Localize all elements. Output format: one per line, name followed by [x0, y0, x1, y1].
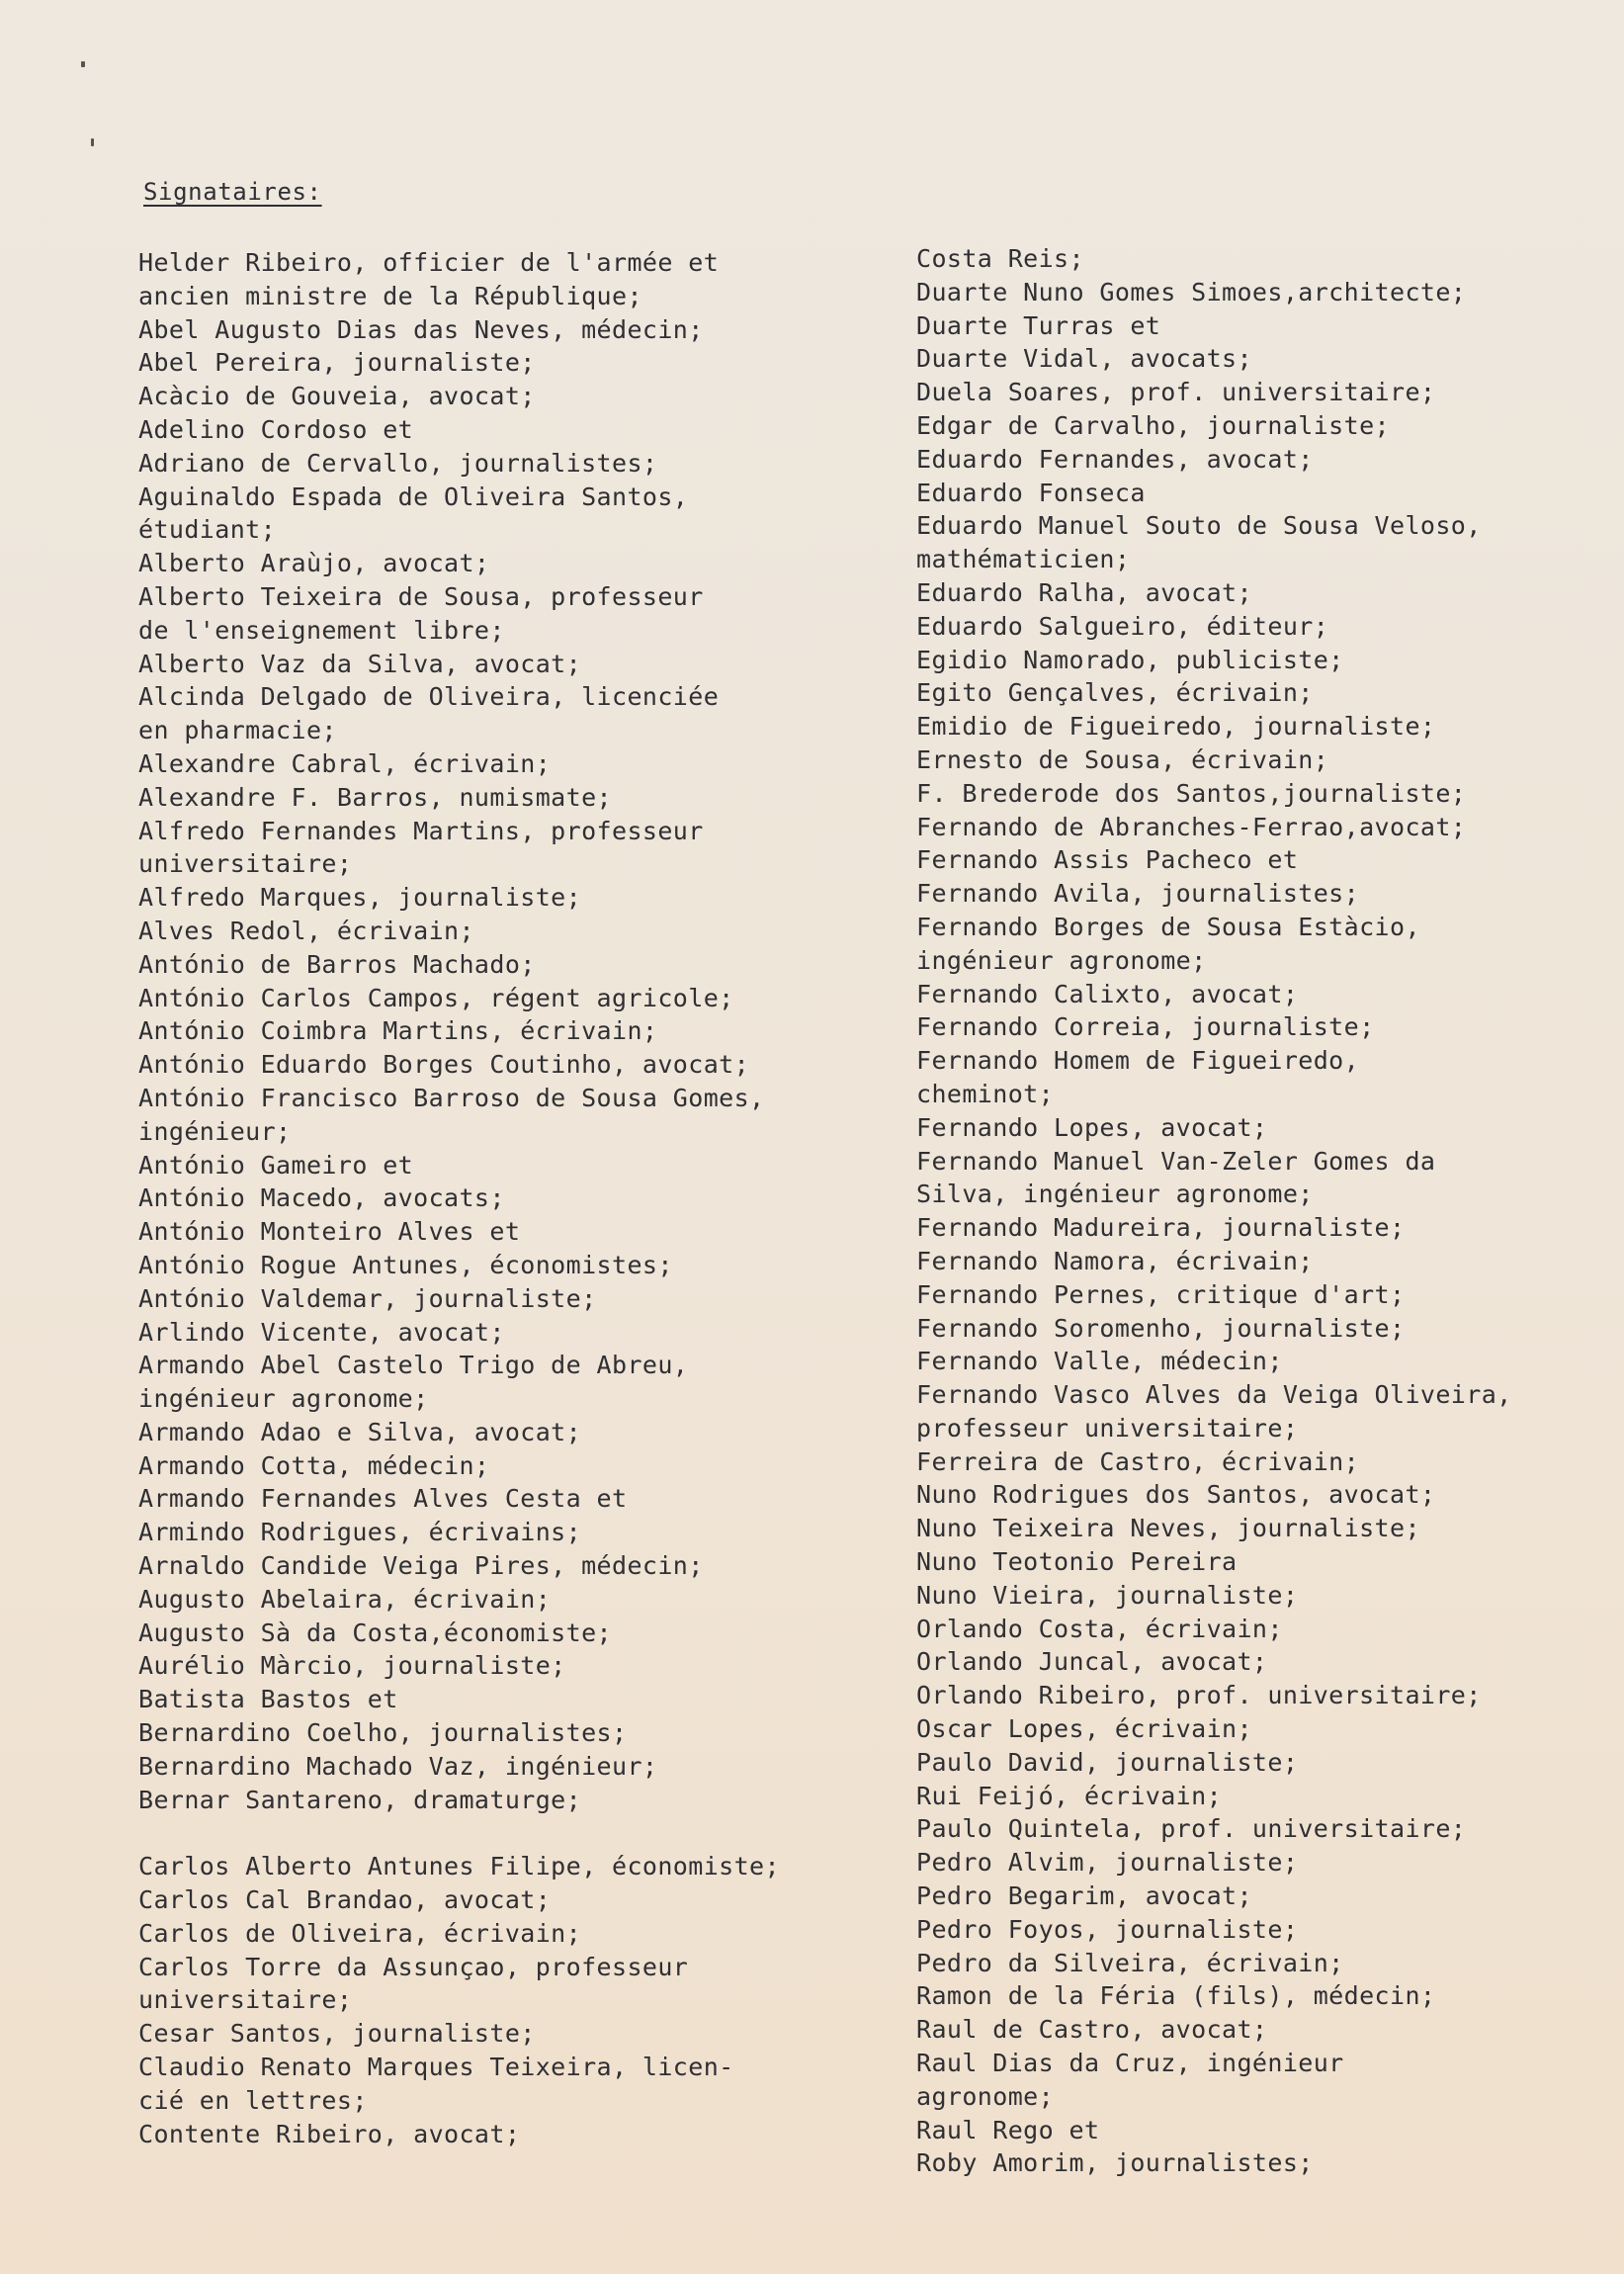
signatory-line: Bernardino Coelho, journalistes;: [138, 1718, 628, 1748]
signatory-line: António Carlos Campos, régent agricole;: [138, 983, 734, 1012]
signatory-line: Duarte Nuno Gomes Simoes,architecte;: [916, 277, 1467, 306]
signatory-line: Nuno Rodrigues dos Santos, avocat;: [916, 1480, 1436, 1510]
signatory-line: Duarte Turras et: [916, 310, 1161, 340]
signatory-line: ingénieur;: [138, 1116, 292, 1146]
signatory-line: Egito Gençalves, écrivain;: [916, 678, 1314, 708]
signatory-line: António Rogue Antunes, économistes;: [138, 1250, 673, 1279]
signatory-line: professeur universitaire;: [916, 1413, 1299, 1443]
signatory-line: Egidio Namorado, publiciste;: [916, 645, 1344, 674]
signatory-line: Contente Ribeiro, avocat;: [138, 2119, 521, 2148]
signatory-line: Claudio Renato Marques Teixeira, licen-: [138, 2053, 734, 2082]
signatory-line: Fernando Namora, écrivain;: [916, 1246, 1314, 1275]
signatory-line: étudiant;: [138, 515, 277, 545]
signatory-line: Alfredo Fernandes Martins, professeur: [138, 816, 704, 845]
signatory-line: Raul de Castro, avocat;: [916, 2015, 1268, 2045]
signatory-line: Emidio de Figueiredo, journaliste;: [916, 712, 1436, 742]
signatory-line: en pharmacie;: [138, 716, 337, 745]
signatory-line: Nuno Teotonio Pereira: [916, 1547, 1238, 1577]
signatory-line: Ernesto de Sousa, écrivain;: [916, 744, 1329, 774]
signatory-line: [138, 1816, 899, 1850]
signatory-line: Armando Abel Castelo Trigo de Abreu,: [138, 1351, 689, 1380]
signatory-line: Fernando Calixto, avocat;: [916, 979, 1299, 1008]
signatory-line: Pedro Foyos, journaliste;: [916, 1914, 1299, 1944]
signatory-line: Pedro Alvim, journaliste;: [916, 1848, 1299, 1878]
signatories-right-column: [916, 242, 1608, 2180]
signatory-line: Carlos Cal Brandao, avocat;: [138, 1885, 552, 1915]
signatory-line: cié en lettres;: [138, 2085, 368, 2115]
signatory-line: Silva, ingénieur agronome;: [916, 1180, 1314, 1209]
signatory-line: Rui Feijó, écrivain;: [916, 1781, 1223, 1810]
signatory-line: Fernando Soromenho, journaliste;: [916, 1313, 1406, 1343]
signatory-line: Orlando Juncal, avocat;: [916, 1647, 1268, 1677]
signatory-line: António Monteiro Alves et: [138, 1217, 521, 1247]
signatory-line: Eduardo Fernandes, avocat;: [916, 444, 1314, 474]
signatory-line: António Valdemar, journaliste;: [138, 1283, 597, 1313]
signatory-line: Paulo Quintela, prof. universitaire;: [916, 1814, 1467, 1844]
signatory-line: António Eduardo Borges Coutinho, avocat;: [138, 1050, 750, 1080]
signatory-line: Fernando Pernes, critique d'art;: [916, 1279, 1406, 1309]
signatory-line: Batista Bastos et: [138, 1685, 398, 1714]
signatory-line: Fernando Correia, journaliste;: [916, 1012, 1375, 1042]
signatory-line: António Macedo, avocats;: [138, 1183, 505, 1213]
signatory-line: Eduardo Fonseca: [916, 478, 1146, 507]
signatory-line: Alberto Araùjo, avocat;: [138, 549, 490, 578]
signatory-line: cheminot;: [916, 1079, 1055, 1108]
signatory-line: Alfredo Marques, journaliste;: [138, 883, 582, 913]
signatory-line: Ramon de la Féria (fils), médecin;: [916, 1981, 1436, 2011]
paper-speck: [91, 138, 94, 146]
signatory-line: Carlos de Oliveira, écrivain;: [138, 1918, 582, 1948]
signatory-line: Adriano de Cervallo, journalistes;: [138, 448, 658, 478]
signatory-line: Fernando Assis Pacheco et: [916, 845, 1299, 875]
signatory-line: Fernando Vasco Alves da Veiga Oliveira,: [916, 1380, 1512, 1410]
signatory-line: António Francisco Barroso de Sousa Gomes,: [138, 1083, 765, 1112]
signatory-line: António de Barros Machado;: [138, 949, 536, 979]
signatory-line: Abel Pereira, journaliste;: [138, 348, 536, 378]
signatory-line: António Gameiro et: [138, 1150, 414, 1180]
signatory-line: F. Brederode dos Santos,journaliste;: [916, 778, 1467, 808]
signatory-line: Acàcio de Gouveia, avocat;: [138, 382, 536, 411]
signatory-line: ingénieur agronome;: [138, 1384, 429, 1414]
signatory-line: Nuno Teixeira Neves, journaliste;: [916, 1514, 1420, 1543]
signatory-line: Armando Cotta, médecin;: [138, 1450, 490, 1480]
signatory-line: Orlando Ribeiro, prof. universitaire;: [916, 1681, 1482, 1710]
signatory-line: Raul Rego et: [916, 2115, 1100, 2144]
signatory-line: Augusto Sà da Costa,économiste;: [138, 1618, 612, 1647]
signatory-line: Alexandre Cabral, écrivain;: [138, 748, 552, 778]
signatory-line: Armando Fernandes Alves Cesta et: [138, 1484, 628, 1514]
signatory-line: Cesar Santos, journaliste;: [138, 2019, 536, 2049]
signatory-line: Pedro da Silveira, écrivain;: [916, 1948, 1344, 1977]
signatory-line: Eduardo Manuel Souto de Sousa Veloso,: [916, 511, 1482, 541]
signatory-line: Aurélio Màrcio, journaliste;: [138, 1651, 566, 1681]
signatory-line: Eduardo Salgueiro, éditeur;: [916, 611, 1329, 641]
signatory-line: Alberto Vaz da Silva, avocat;: [138, 649, 582, 678]
signatory-line: ancien ministre de la République;: [138, 281, 642, 310]
signatory-line: Arnaldo Candide Veiga Pires, médecin;: [138, 1551, 704, 1581]
signatory-line: Duela Soares, prof. universitaire;: [916, 378, 1436, 407]
paper-speck: [81, 61, 85, 67]
signatory-line: Paulo David, journaliste;: [916, 1747, 1299, 1777]
signatory-line: Eduardo Ralha, avocat;: [916, 577, 1252, 607]
signatory-line: Arlindo Vicente, avocat;: [138, 1317, 505, 1347]
signatory-line: universitaire;: [138, 1985, 353, 2015]
signatory-line: mathématicien;: [916, 545, 1131, 574]
signatory-line: Ferreira de Castro, écrivain;: [916, 1446, 1360, 1476]
signatory-line: Pedro Begarim, avocat;: [916, 1881, 1252, 1911]
signatory-line: Alexandre F. Barros, numismate;: [138, 782, 612, 812]
signatory-line: Alves Redol, écrivain;: [138, 916, 474, 945]
signatory-line: Armindo Rodrigues, écrivains;: [138, 1518, 582, 1547]
signatory-line: Fernando Borges de Sousa Estàcio,: [916, 912, 1420, 941]
signatory-line: Bernar Santareno, dramaturge;: [138, 1785, 582, 1814]
signatory-line: Nuno Vieira, journaliste;: [916, 1580, 1299, 1610]
signatories-heading: Signataires:: [143, 178, 322, 206]
signatory-line: Fernando de Abranches-Ferrao,avocat;: [916, 812, 1467, 841]
signatory-line: Alberto Teixeira de Sousa, professeur: [138, 581, 704, 611]
signatory-line: Augusto Abelaira, écrivain;: [138, 1584, 552, 1614]
signatory-line: Fernando Madureira, journaliste;: [916, 1213, 1406, 1243]
signatory-line: Fernando Manuel Van-Zeler Gomes da: [916, 1146, 1436, 1176]
signatory-line: Oscar Lopes, écrivain;: [916, 1714, 1252, 1744]
signatory-line: Costa Reis;: [916, 244, 1084, 273]
signatory-line: Fernando Valle, médecin;: [916, 1347, 1283, 1376]
signatory-line: agronome;: [916, 2081, 1055, 2111]
signatory-line: Armando Adao e Silva, avocat;: [138, 1417, 582, 1446]
signatory-line: Fernando Avila, journalistes;: [916, 879, 1360, 909]
signatory-line: Alcinda Delgado de Oliveira, licenciée: [138, 682, 720, 712]
signatory-line: Aguinaldo Espada de Oliveira Santos,: [138, 481, 689, 511]
signatory-line: Carlos Torre da Assunçao, professeur: [138, 1952, 689, 1981]
signatory-line: Raul Dias da Cruz, ingénieur: [916, 2049, 1344, 2078]
signatory-line: Orlando Costa, écrivain;: [916, 1614, 1283, 1643]
signatory-line: ingénieur agronome;: [916, 945, 1207, 975]
signatory-line: Duarte Vidal, avocats;: [916, 344, 1252, 374]
signatories-left-column: [138, 246, 899, 2150]
signatory-line: universitaire;: [138, 849, 353, 879]
signatory-line: Carlos Alberto Antunes Filipe, économiste;: [138, 1852, 780, 1881]
signatory-line: Fernando Homem de Figueiredo,: [916, 1046, 1360, 1076]
signatory-line: Bernardino Machado Vaz, ingénieur;: [138, 1751, 658, 1781]
signatory-line: de l'enseignement libre;: [138, 615, 505, 645]
signatory-line: Helder Ribeiro, officier de l'armée et: [138, 248, 720, 277]
signatory-line: Abel Augusto Dias das Neves, médecin;: [138, 314, 704, 344]
signatory-line: António Coimbra Martins, écrivain;: [138, 1016, 658, 1046]
signatory-line: Edgar de Carvalho, journaliste;: [916, 410, 1390, 440]
signatory-line: Roby Amorim, journalistes;: [916, 2148, 1314, 2178]
signatory-line: Adelino Cordoso et: [138, 414, 414, 444]
signatory-line: Fernando Lopes, avocat;: [916, 1112, 1268, 1142]
